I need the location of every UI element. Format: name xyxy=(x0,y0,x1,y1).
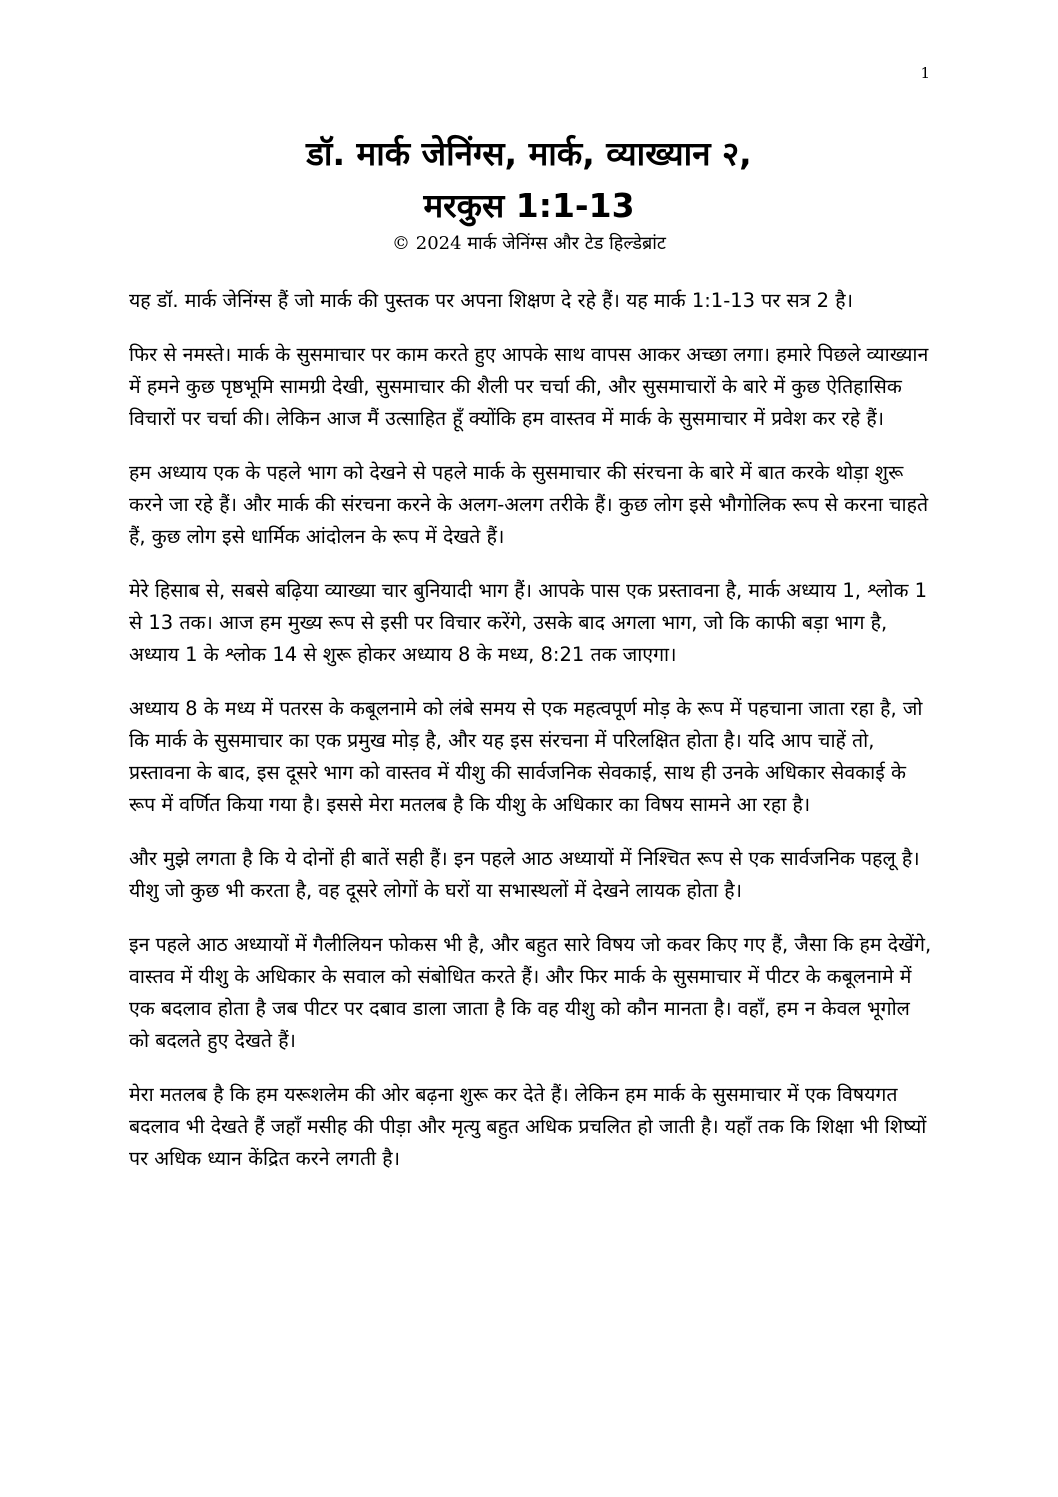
document-title-line-1: डॉ. मार्क जेनिंग्स, मार्क, व्याख्यान २, xyxy=(306,134,752,173)
document-title-line-2: मरकुस 1:1-13 xyxy=(423,186,635,225)
document-body xyxy=(129,285,935,1197)
title-block xyxy=(0,128,1058,256)
paragraph: और मुझे लगता है कि ये दोनों ही बातें सही हैं। इन पहले आठ अध्यायों में निश्चित रूप से एक सार्वजनिक पहलू है। यीशु जो कुछ भी करता है, वह दूसरे लोगों के घरों या सभास्थलों में देखने लायक होता है। xyxy=(129,847,920,902)
paragraph: अध्याय 8 के मध्य में पतरस के कबूलनामे को लंबे समय से एक महत्वपूर्ण मोड़ के रूप में पहचाना जाता रहा है, जो कि मार्क के सुसमाचार का एक प्रमुख मोड़ है, और यह इस संरचना में परिलक्षित होता है। यदि आप चाहें तो, प्रस्तावना के बाद, इस दूसरे भाग को वास्तव में यीशु की सार्वजनिक सेवकाई, साथ ही उनके अधिकार सेवकाई के रूप में वर्णित किया गया है। इससे मेरा मतलब है कि यीशु के अधिकार का विषय सामने आ रहा है। xyxy=(129,697,923,816)
paragraph: यह डॉ. मार्क जेनिंग्स हैं जो मार्क की पुस्तक पर अपना शिक्षण दे रहे हैं। यह मार्क 1:1-13 पर सत्र 2 है। xyxy=(129,289,853,312)
paragraph: हम अध्याय एक के पहले भाग को देखने से पहले मार्क के सुसमाचार की संरचना के बारे में बात करके थोड़ा शुरू करने जा रहे हैं। और मार्क की संरचना करने के अलग-अलग तरीके हैं। कुछ लोग इसे भौगोलिक रूप से करना चाहते हैं, कुछ लोग इसे धार्मिक आंदोलन के रूप में देखते हैं। xyxy=(129,461,929,548)
page-number: 1 xyxy=(920,64,930,82)
paragraph: इन पहले आठ अध्यायों में गैलीलियन फोकस भी है, और बहुत सारे विषय जो कवर किए गए हैं, जैसा कि हम देखेंगे, वास्तव में यीशु के अधिकार के सवाल को संबोधित करते हैं। और फिर मार्क के सुसमाचार में पीटर के कबूलनामे में एक बदलाव होता है जब पीटर पर दबाव डाला जाता है कि वह यीशु को कौन मानता है। वहाँ, हम न केवल भूगोल को बदलते हुए देखते हैं। xyxy=(129,933,932,1052)
paragraph: मेरे हिसाब से, सबसे बढ़िया व्याख्या चार बुनियादी भाग हैं। आपके पास एक प्रस्तावना है, मार्क अध्याय 1, श्लोक 1 से 13 तक। आज हम मुख्य रूप से इसी पर विचार करेंगे, उसके बाद अगला भाग, जो कि काफी बड़ा भाग है, अध्याय 1 के श्लोक 14 से शुरू होकर अध्याय 8 के मध्य, 8:21 तक जाएगा। xyxy=(129,579,928,666)
paragraph: मेरा मतलब है कि हम यरूशलेम की ओर बढ़ना शुरू कर देते हैं। लेकिन हम मार्क के सुसमाचार में एक विषयगत बदलाव भी देखते हैं जहाँ मसीह की पीड़ा और मृत्यु बहुत अधिक प्रचलित हो जाती है। यहाँ तक कि शिक्षा भी शिष्यों पर अधिक ध्यान केंद्रित करने लगती है। xyxy=(129,1083,927,1170)
paragraph: फिर से नमस्ते। मार्क के सुसमाचार पर काम करते हुए आपके साथ वापस आकर अच्छा लगा। हमारे पिछले व्याख्यान में हमने कुछ पृष्ठभूमि सामग्री देखी, सुसमाचार की शैली पर चर्चा की, और सुसमाचारों के बारे में कुछ ऐतिहासिक विचारों पर चर्चा की। लेकिन आज मैं उत्साहित हूँ क्योंकि हम वास्तव में मार्क के सुसमाचार में प्रवेश कर रहे हैं। xyxy=(129,343,929,430)
copyright-notice: © 2024 मार्क जेनिंग्स और टेड हिल्डेब्रांट xyxy=(392,233,666,254)
